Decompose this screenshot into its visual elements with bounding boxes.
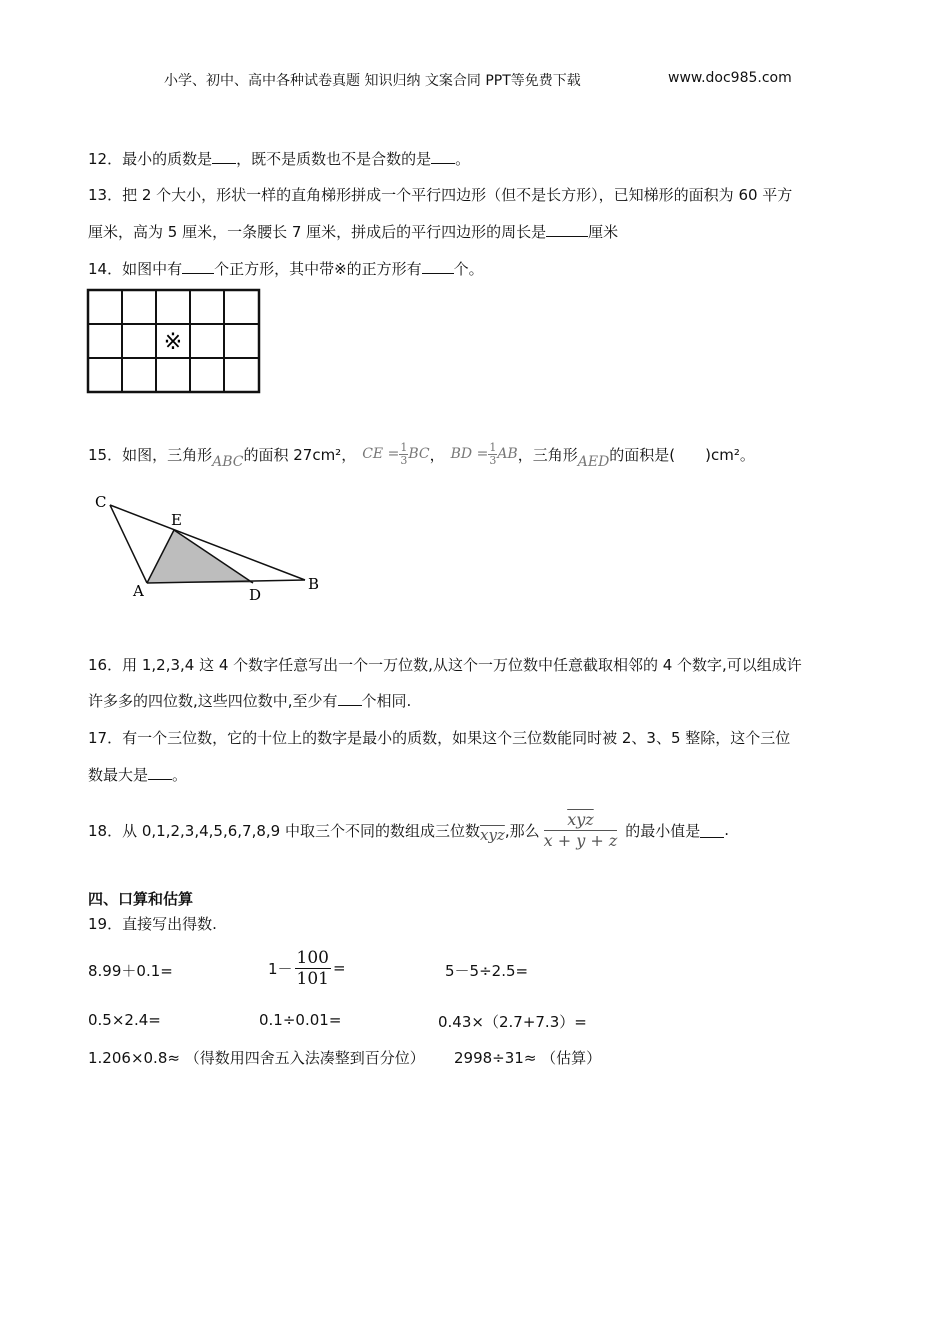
q14-text-c: 个。 [453,260,484,278]
question-19-title: 19．直接写出得数. [88,915,217,933]
q19-r1c3: 5－5÷2.5= [445,962,529,980]
q15-text-d: 的面积是( [609,445,676,464]
question-17-line-2 [88,764,187,785]
q18-text-d: . [724,821,730,839]
q15-ab: AB [497,446,518,462]
q15-fraction-1-num: 1 [400,440,408,454]
q15-bd: BD = [450,446,489,462]
q19-r3c2: 2998÷31≈ （估算） [454,1049,602,1067]
question-13-line-2 [88,221,618,242]
q19-r1c2 [268,944,346,992]
q16-text-a: 许多多的四位数,这些四位数中,至少有 [88,692,338,710]
q17-text-a: 数最大是 [88,766,149,784]
q13-text-a: 厘米，高为 5 厘米，一条腰长 7 厘米，拼成后的平行四边形的周长是 [88,223,547,241]
q14-blank-2 [422,259,454,274]
header-title: 小学、初中、高中各种试卷真题 知识归纳 文案合同 PPT等免费下载 [164,73,581,89]
q19-fraction-num: 100 [296,947,329,968]
q18-text-b: ,那么 [504,821,540,840]
q18-text-a: 18．从 0,1,2,3,4,5,6,7,8,9 中取三个不同的数组成三位数 [88,821,480,840]
q14-text-a: 14．如图中有 [88,260,183,278]
question-18 [88,800,729,860]
q17-text-b: 。 [172,766,188,784]
q14-blank-1 [182,259,214,274]
q15-text-c: ，三角形 [517,445,578,464]
q12-blank-2 [431,149,455,164]
q16-text-b: 个相同. [361,692,412,710]
q19-r3c1: 1.206×0.8≈ （得数用四舍五入法凑整到百分位） [88,1049,425,1067]
q15-fraction-1-den: 3 [400,453,408,467]
q18-fraction [544,810,618,851]
q19-r2c3: 0.43×（2.7+7.3）= [438,1013,587,1031]
q19-r1c2-text-a: 1－ [268,959,293,978]
q18-fraction-num [544,810,618,831]
question-15 [88,436,755,472]
header-url: www.doc985.com [668,70,792,86]
question-16-line-1: 16．用 1,2,3,4 这 4 个数字任意写出一个一万位数,从这个一万位数中任意截取相邻的 4 个数字,可以组成许 [88,656,802,674]
q15-text-a: 15．如图，三角形 [88,445,213,464]
q12-text-b: ，既不是质数也不是合数的是 [236,150,432,168]
question-16-line-2 [88,690,411,711]
q15-text-e: )cm²。 [705,445,755,464]
q19-r2c2: 0.1÷0.01= [259,1011,342,1029]
q13-blank [546,222,588,237]
q15-fraction-2 [488,442,497,467]
q15-abc: ABC [212,454,244,470]
q15-ce: CE = [362,446,400,462]
label-a: A [133,582,144,600]
q18-fraction-num-text: $\overline{xyz}$ [567,809,594,829]
reference-mark: ※ [163,330,183,355]
q15-text-b: 的面积 27cm²， [243,445,357,464]
q15-aed: AED [577,454,610,470]
question-17-line-1: 17．有一个三位数，它的十位上的数字是最小的质数，如果这个三位数能同时被 2、3、5 整除，这个三位 [88,729,791,747]
question-13-line-1: 13．把 2 个大小，形状一样的直角梯形拼成一个平行四边形（但不是长方形），已知梯形的面积为 60 平方 [88,186,793,204]
label-d: D [249,586,262,604]
question-14 [88,258,484,279]
triangle-figure [88,488,328,606]
q14-text-b: 个正方形，其中带※的正方形有 [214,260,422,278]
section-4-title: 四、口算和估算 [88,890,194,908]
q19-r1c1: 8.99＋0.1= [88,962,173,980]
square-grid-figure [86,288,262,396]
q16-blank [338,691,362,706]
label-c: C [95,493,107,511]
q18-xyz: $\overline{xyz}$ [479,826,505,844]
q12-text-a: 12．最小的质数是 [88,150,213,168]
q15-fraction-1 [399,442,408,467]
q12-text-c: 。 [455,150,471,168]
q15-comma: ， [429,445,445,464]
q19-fraction [295,948,331,989]
shaded-triangle-aed [147,530,253,583]
q19-fraction-den: 101 [296,968,329,989]
label-e: E [171,511,182,529]
q19-r1c2-text-b: = [333,959,346,977]
question-12 [88,148,470,169]
q15-fraction-2-den: 3 [489,453,497,467]
q18-text-c: 的最小值是 [625,821,701,840]
q13-text-b: 厘米 [588,223,619,241]
q12-blank-1 [212,149,236,164]
q18-fraction-den: x + y + z [543,830,618,850]
q15-fraction-2-num: 1 [489,440,497,454]
q18-blank [700,823,724,838]
q17-blank [148,765,172,780]
q19-r2c1: 0.5×2.4= [88,1011,161,1029]
label-b: B [308,575,320,593]
q15-bc: BC [408,446,430,462]
